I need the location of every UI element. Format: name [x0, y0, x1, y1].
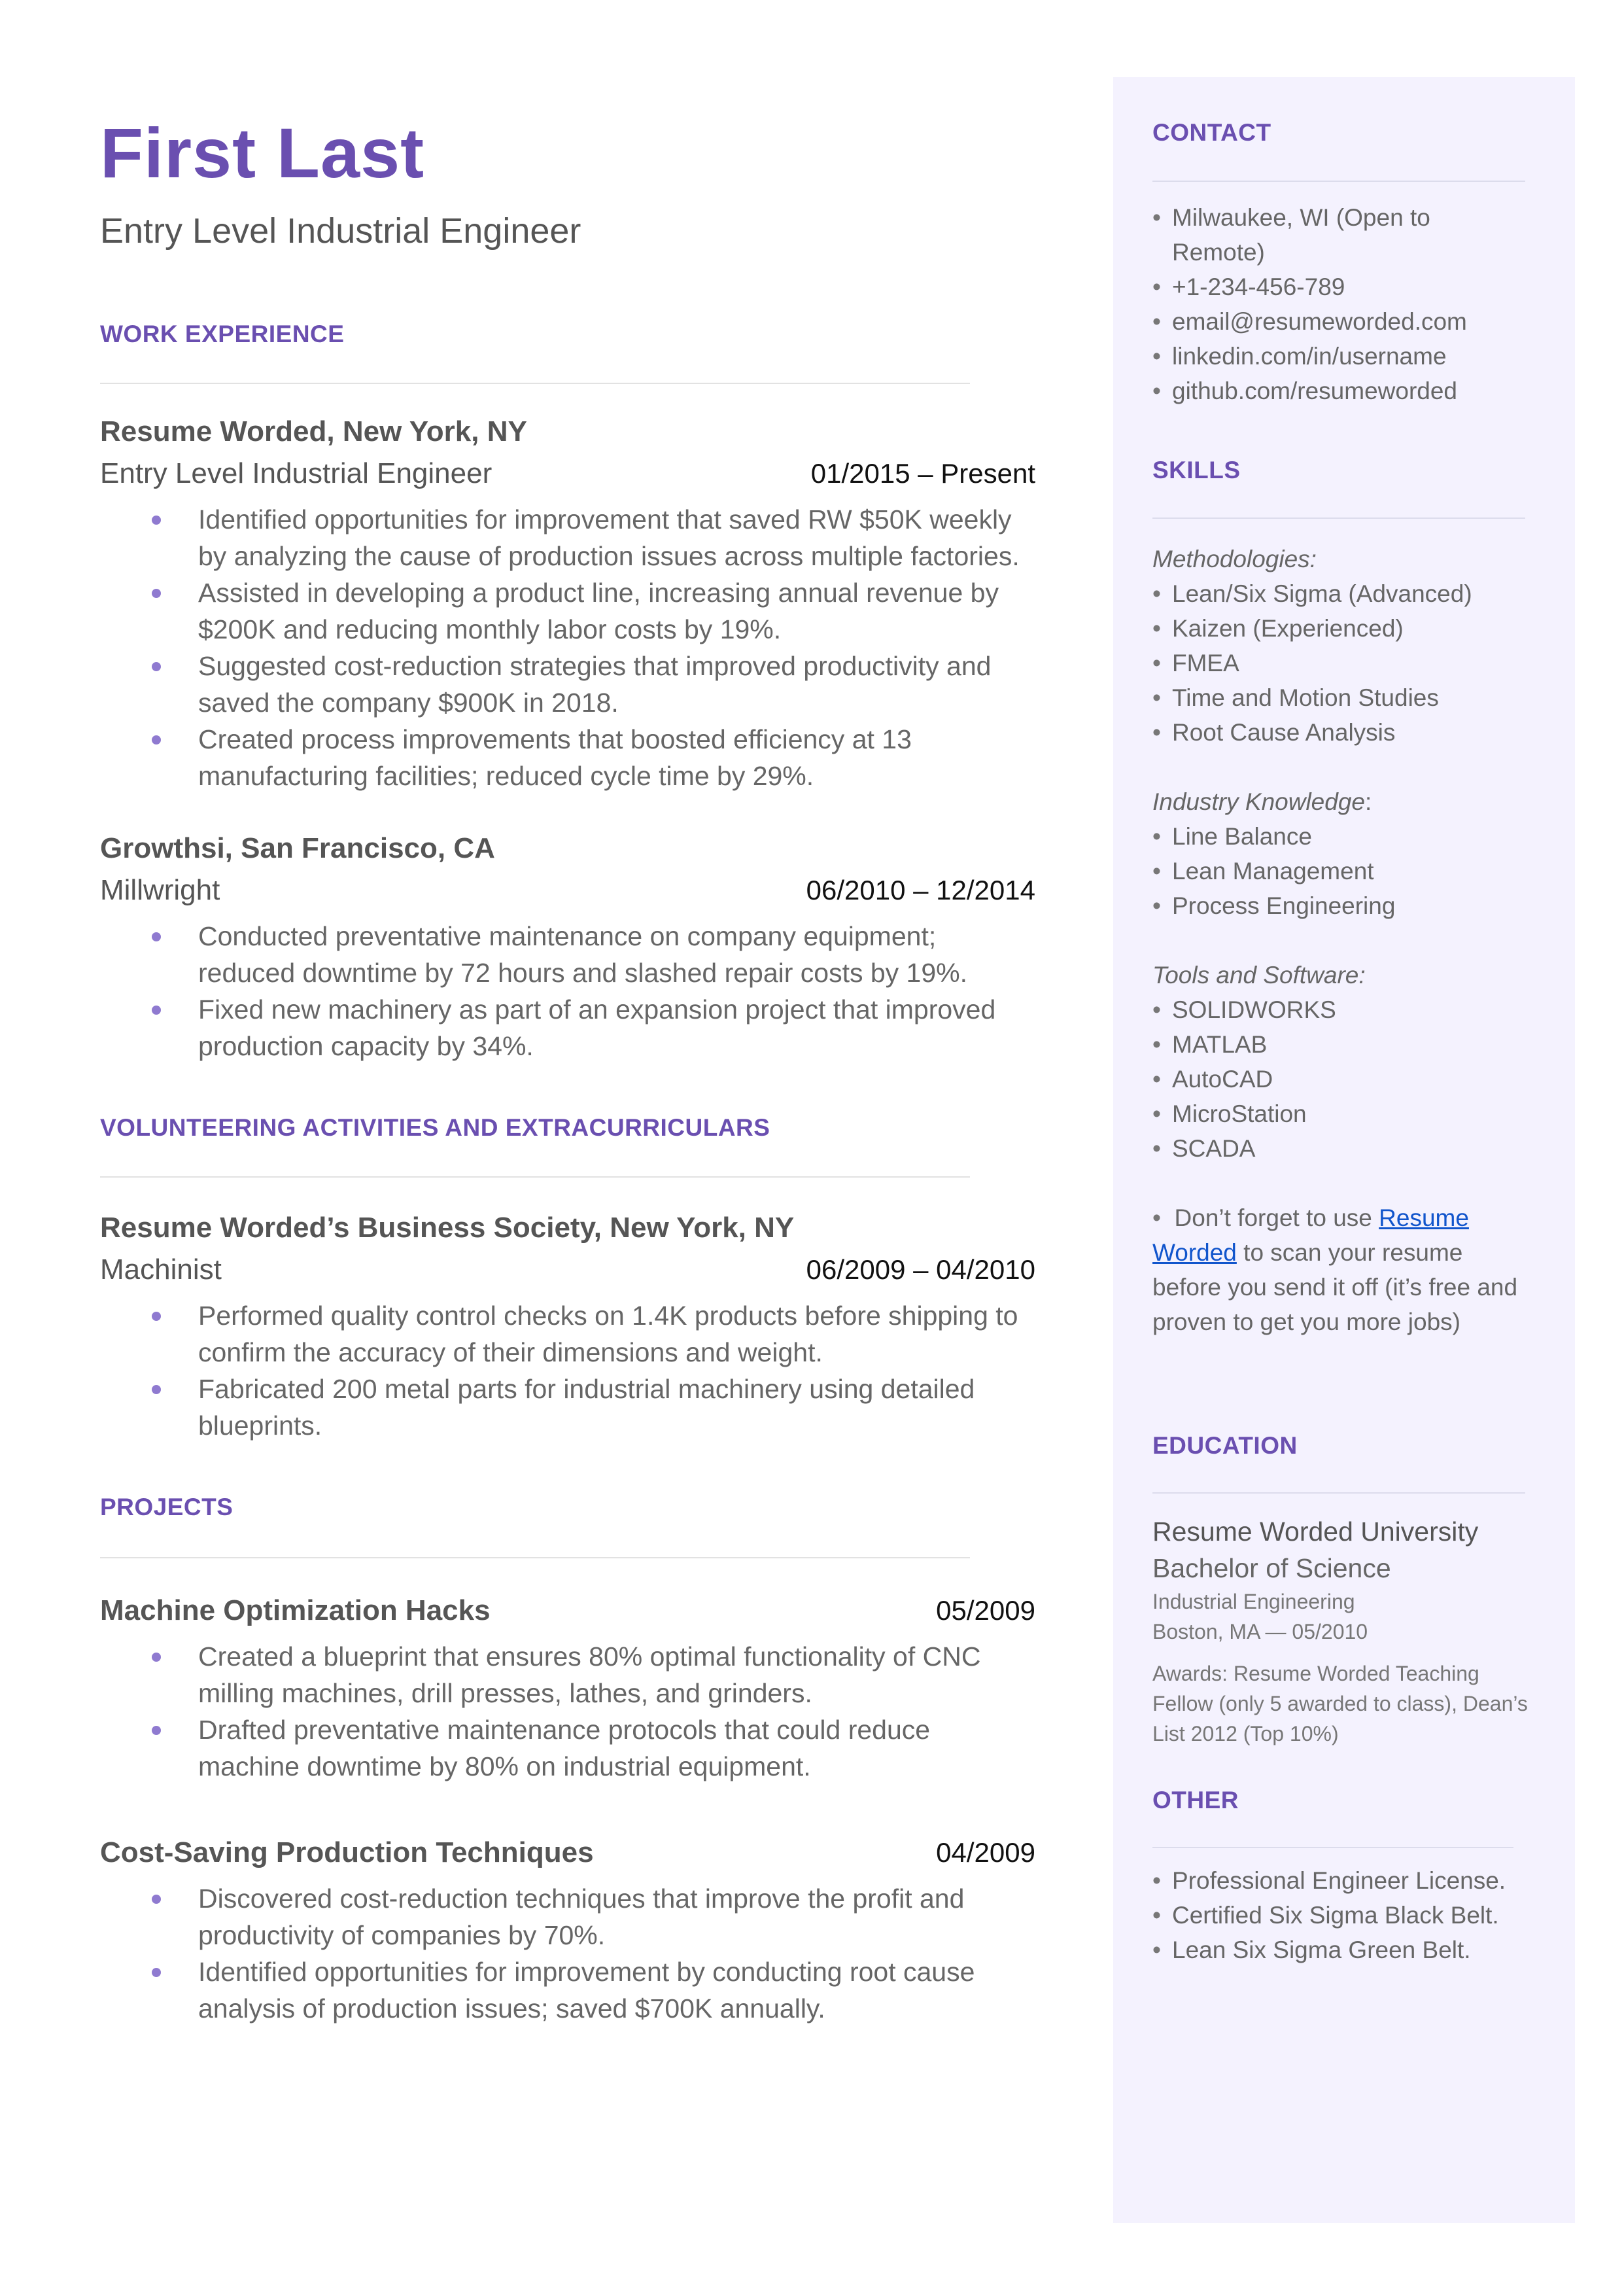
resume-worded-note: • Don’t forget to use Resume Worded to scan your resume before you send it off (it’s free and proven to get you more jobs) [1152, 1204, 1518, 1335]
section-heading-work: WORK EXPERIENCE [100, 321, 345, 347]
bullet-icon: • [1152, 823, 1161, 850]
bullet-icon: • [1152, 273, 1161, 300]
education-degree: Bachelor of Science [1152, 1553, 1391, 1583]
list-item: Created process improvements that boosted efficiency at 13 manufacturing facilities; reduced cycle time by 29%. [100, 721, 1035, 794]
list-item: Fixed new machinery as part of an expansion project that improved production capacity by 34%. [100, 991, 1035, 1064]
contact-location: • Milwaukee, WI (Open to Remote) [1152, 200, 1525, 270]
skill-item: • SCADA [1152, 1131, 1525, 1166]
projects-divider [100, 1557, 970, 1558]
list-item: Fabricated 200 metal parts for industrial machinery using detailed blueprints. [100, 1371, 1035, 1444]
skill-item: • Kaizen (Experienced) [1152, 611, 1525, 646]
project-title-row [100, 1838, 1035, 1867]
bullet-icon: • [1152, 1100, 1161, 1127]
bullet-icon: • [1152, 204, 1161, 231]
candidate-title: Entry Level Industrial Engineer [100, 211, 581, 251]
bullet-icon: • [1152, 1902, 1161, 1929]
skills-list [1152, 542, 1525, 1339]
bullet-icon: • [1152, 1031, 1161, 1058]
skills-divider [1152, 517, 1525, 519]
education-location-date: Boston, MA — 05/2010 [1152, 1620, 1368, 1643]
projects-section [100, 1495, 233, 1519]
section-heading-projects: PROJECTS [100, 1494, 233, 1520]
job-date: 01/2015 – Present [810, 458, 1035, 489]
contact-list [1152, 200, 1525, 408]
section-heading-volunteering: VOLUNTEERING ACTIVITIES AND EXTRACURRICULARS [100, 1114, 770, 1141]
section-heading-skills: SKILLS [1152, 457, 1241, 483]
contact-github[interactable]: • github.com/resumeworded [1152, 374, 1525, 408]
volunteer-organization: Resume Worded’s Business Society, New York, NY [100, 1212, 795, 1244]
bullet-icon: • [1152, 650, 1161, 676]
project-entry [100, 1838, 1035, 2027]
volunteer-bullets [100, 1297, 1035, 1444]
project-bullets [100, 1880, 1035, 2027]
bullet-icon: • [1152, 719, 1161, 746]
skill-item: • Time and Motion Studies [1152, 680, 1525, 715]
skill-item: • Root Cause Analysis [1152, 715, 1525, 750]
volunteer-role: Machinist [100, 1253, 222, 1286]
contact-linkedin[interactable]: • linkedin.com/in/username [1152, 339, 1525, 374]
job-bullets [100, 501, 1035, 794]
skill-item: • SOLIDWORKS [1152, 992, 1525, 1027]
education-entry [1152, 1513, 1538, 1749]
skill-item: • Lean/Six Sigma (Advanced) [1152, 576, 1525, 611]
list-item: Conducted preventative maintenance on company equipment; reduced downtime by 72 hours and slashed repair costs by 19%. [100, 918, 1035, 991]
list-item: Performed quality control checks on 1.4K products before shipping to confirm the accuracy of their dimensions and weight. [100, 1297, 1035, 1371]
skill-group [1152, 819, 1525, 923]
work-experience-section [100, 322, 344, 346]
bullet-icon: • [1152, 1066, 1161, 1093]
skill-item: • AutoCAD [1152, 1062, 1525, 1096]
list-item: Identified opportunities for improvement by conducting root cause analysis of production issues; saved $700K annually. [100, 1953, 1035, 2027]
sidebar [1113, 77, 1575, 2223]
other-list [1152, 1863, 1525, 1967]
other-item: • Lean Six Sigma Green Belt. [1152, 1933, 1525, 1967]
skill-group [1152, 576, 1525, 750]
skill-item: • FMEA [1152, 646, 1525, 680]
bullet-icon: • [1152, 1867, 1161, 1894]
job-organization: Resume Worded, New York, NY [100, 415, 527, 447]
bullet-icon: • [1152, 996, 1161, 1023]
bullet-dot-icon [152, 589, 161, 598]
volunteer-role-row [100, 1255, 1035, 1284]
work-divider [100, 383, 970, 384]
main-column [100, 113, 1035, 2023]
bullet-icon: • [1152, 308, 1161, 335]
bullet-dot-icon [152, 932, 161, 941]
list-item: Created a blueprint that ensures 80% optimal functionality of CNC milling machines, drill presses, lathes, and grinders. [100, 1638, 1035, 1711]
contact-email[interactable]: • email@resumeworded.com [1152, 304, 1525, 339]
job-bullets [100, 918, 1035, 1064]
section-heading-education: EDUCATION [1152, 1432, 1298, 1459]
volunteering-section [100, 1115, 770, 1140]
section-heading-other: OTHER [1152, 1787, 1239, 1813]
bullet-dot-icon [152, 662, 161, 671]
bullet-icon: • [1152, 580, 1161, 607]
job-role: Millwright [100, 874, 220, 906]
list-item: Drafted preventative maintenance protocols that could reduce machine downtime by 80% on industrial equipment. [100, 1711, 1035, 1785]
skill-item: • MATLAB [1152, 1027, 1525, 1062]
skill-category: Methodologies: [1152, 546, 1317, 572]
education-divider [1152, 1492, 1525, 1494]
resume-worded-link[interactable]: Resume Worded [1152, 1204, 1469, 1266]
bullet-dot-icon [152, 1895, 161, 1904]
project-date: 04/2009 [936, 1837, 1035, 1868]
bullet-icon: • [1152, 1204, 1161, 1231]
bullet-icon: • [1152, 615, 1161, 642]
education-awards: Awards: Resume Worded Teaching Fellow (only 5 awarded to class), Dean’s List 2012 (Top 10%) [1152, 1662, 1528, 1745]
candidate-name: First Last [100, 113, 425, 192]
list-item: Suggested cost-reduction strategies that improved productivity and saved the company $900K in 2018. [100, 648, 1035, 721]
job-date: 06/2010 – 12/2014 [806, 875, 1035, 905]
skill-item: • Line Balance [1152, 819, 1525, 854]
project-date: 05/2009 [936, 1595, 1035, 1626]
bullet-icon: • [1152, 1936, 1161, 1963]
volunteer-date: 06/2009 – 04/2010 [806, 1254, 1035, 1285]
bullet-dot-icon [152, 735, 161, 745]
job-entry [100, 417, 1035, 794]
bullet-dot-icon [152, 1968, 161, 1977]
skill-item: • MicroStation [1152, 1096, 1525, 1131]
list-item: Assisted in developing a product line, increasing annual revenue by $200K and reducing monthly labor costs by 19%. [100, 574, 1035, 648]
bullet-icon: • [1152, 343, 1161, 370]
bullet-dot-icon [152, 1726, 161, 1735]
skill-item: • Lean Management [1152, 854, 1525, 888]
contact-divider [1152, 181, 1525, 182]
volunteering-divider [100, 1176, 970, 1178]
list-item: Discovered cost-reduction techniques that improve the profit and productivity of companies by 70%. [100, 1880, 1035, 1953]
other-item: • Certified Six Sigma Black Belt. [1152, 1898, 1525, 1933]
job-role: Entry Level Industrial Engineer [100, 457, 492, 489]
bullet-icon: • [1152, 892, 1161, 919]
job-role-row [100, 876, 1035, 905]
job-organization: Growthsi, San Francisco, CA [100, 832, 495, 864]
bullet-icon: • [1152, 377, 1161, 404]
project-name: Cost-Saving Production Techniques [100, 1836, 594, 1868]
education-field: Industrial Engineering [1152, 1590, 1355, 1613]
skill-category: Industry Knowledge: [1152, 788, 1372, 815]
bullet-dot-icon [152, 1385, 161, 1394]
project-entry [100, 1596, 1035, 1785]
section-heading-contact: CONTACT [1152, 119, 1271, 146]
bullet-icon: • [1152, 1135, 1161, 1162]
project-name: Machine Optimization Hacks [100, 1594, 491, 1626]
bullet-dot-icon [152, 516, 161, 525]
job-role-row [100, 459, 1035, 488]
other-divider [1152, 1847, 1513, 1848]
bullet-icon: • [1152, 858, 1161, 885]
other-item: • Professional Engineer License. [1152, 1863, 1525, 1898]
skill-group [1152, 992, 1525, 1166]
skill-category: Tools and Software: [1152, 962, 1366, 989]
volunteer-entry [100, 1214, 1035, 1444]
contact-phone: • +1-234-456-789 [1152, 270, 1525, 304]
job-entry [100, 834, 1035, 1064]
list-item: Identified opportunities for improvement that saved RW $50K weekly by analyzing the cause of production issues across multiple factories. [100, 501, 1035, 574]
bullet-icon: • [1152, 684, 1161, 711]
project-bullets [100, 1638, 1035, 1785]
bullet-dot-icon [152, 1653, 161, 1662]
bullet-dot-icon [152, 1006, 161, 1015]
bullet-dot-icon [152, 1312, 161, 1321]
education-school: Resume Worded University [1152, 1516, 1479, 1547]
skill-item: • Process Engineering [1152, 888, 1525, 923]
project-title-row [100, 1596, 1035, 1625]
